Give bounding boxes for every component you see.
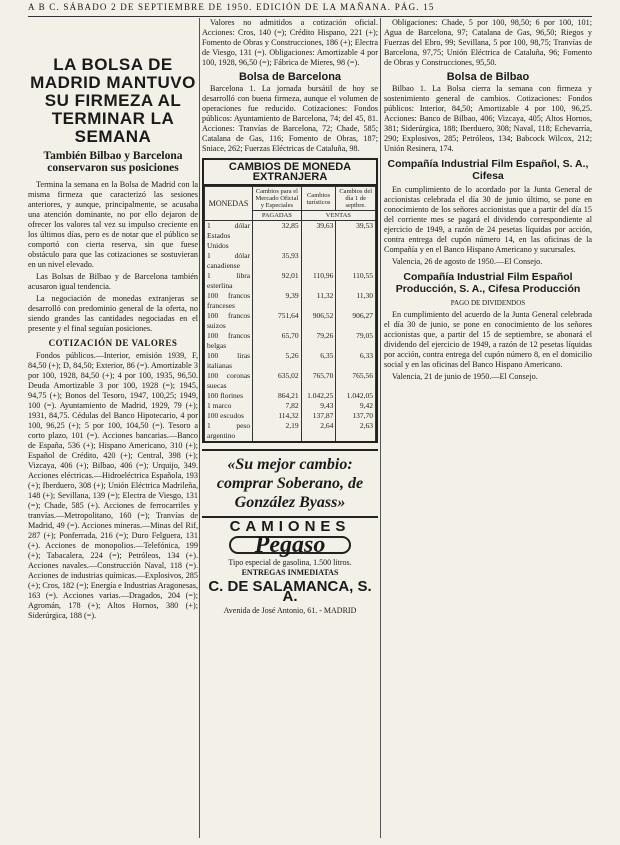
ad-slogan: «Su mejor cambio: comprar Soberano, de González Byass»	[216, 456, 364, 511]
table-row	[205, 411, 376, 421]
day-rate: 79,05	[336, 331, 376, 351]
day-rate: 137,70	[336, 411, 376, 421]
tourist-rate: 9,43	[301, 401, 336, 411]
column-rule	[199, 18, 200, 838]
currency-name: 1 dólar canadiense	[205, 251, 253, 271]
column-subheader: VENTAS	[301, 211, 375, 221]
currency-name: 100 florines	[205, 391, 253, 401]
pegaso-logo: Pegaso	[229, 536, 352, 554]
official-rate: 864,21	[253, 391, 302, 401]
tourist-rate	[301, 251, 336, 271]
article-paragraph: La negociación de monedas extranjeras se desarrolló con predominio general de la oferta, no siendo grandes las cantidades negociadas en el presente y el final seguían posiciones.	[28, 294, 198, 333]
company-notice-signature: Valencia, 26 de agosto de 1950.—El Consejo.	[392, 257, 543, 266]
column-subheader: PAGADAS	[253, 211, 302, 221]
day-rate: 765,56	[336, 371, 376, 391]
currency-name: 100 francos belgas	[205, 331, 253, 351]
table-row	[205, 331, 376, 351]
barcelona-obligations: Obligaciones: Chade, 5 por 100, 98,50; 6 por 100, 101; Agua de Barcelona, 97; Catalana de Gas, 96,50; Riegos y Fuerzas del Ebro, 99; Sevillana, 5 por 100, 98,75; Tranvías de Barcelona, 97,75; Unión Eléctrica de Cataluña, 96; Fomento de Obras y Construcciones, 95,50.	[384, 18, 592, 67]
currency-name: 100 francos suizos	[205, 311, 253, 331]
day-rate: 110,55	[336, 271, 376, 291]
ad-address: Avenida de José Antonio, 61. - MADRID	[223, 606, 357, 615]
ad-dealer: C. DE SALAMANCA, S. A.	[208, 578, 372, 605]
column-header: Cambios para el Mercado Oficial y Especiales	[253, 187, 302, 211]
day-rate	[336, 251, 376, 271]
tourist-rate: 2,64	[301, 421, 336, 441]
day-rate: 39,53	[336, 221, 376, 252]
company-notice-text: En cumplimiento de lo acordado por la Junta General de accionistas celebrada el día 30 de junio último, se pone en conocimiento de los señores accionistas que a partir del día 15 del corriente mes se pagará el dividendo correspondiente al ejercicio de 1949, a razón de 24 pesetas líquidas por acción, contra entrega del cupón número 14, en las oficinas de la Compañía y en el Banco Hispano Americano y sucursales.	[384, 185, 592, 254]
ad-brand: CAMIONES	[229, 518, 351, 535]
company-notice-signature: Valencia, 21 de junio de 1950.—El Consejo.	[392, 372, 538, 381]
company-notice-heading: Compañía Industrial Film Español Producción, S. A., Cifesa Producción	[395, 271, 581, 295]
ad-delivery: ENTREGAS INMEDIATAS	[241, 568, 339, 577]
official-rate: 32,85	[253, 221, 302, 252]
tourist-rate: 11,32	[301, 291, 336, 311]
exchange-rates-box	[202, 158, 378, 443]
column-markets	[28, 18, 198, 840]
day-rate: 11,30	[336, 291, 376, 311]
article-paragraph: Las Bolsas de Bilbao y de Barcelona también acusaron igual tendencia.	[28, 272, 198, 291]
subheadline: También Bilbao y Barcelona conservaron sus posiciones	[43, 150, 183, 174]
exchange-rates-title: CAMBIOS DE MONEDA EXTRANJERA	[204, 160, 376, 186]
bilbao-report: Bilbao 1. La Bolsa cierra la semana con firmeza y sostenimiento general de cambios. Cotizaciones: Fondos públicos: Interior, 84,50; Amortizable 4 por 100, 96,25. Acciones: Banco de Bilbao, 406; Vizcaya, 405; Altos Hornos, 381; Siderúrgica, 188; Iberduero, 308; Naval, 118; Echevarría, 290; Explosivos, 285; Petróleos, 134; Babcock Wilcox, 212; Unión Resinera, 174.	[384, 84, 592, 153]
table-row	[205, 271, 376, 291]
tourist-rate: 1.042,25	[301, 391, 336, 401]
advertisement	[202, 449, 378, 616]
official-rate: 751,64	[253, 311, 302, 331]
day-rate: 2,63	[336, 421, 376, 441]
company-notice-heading: Compañía Industrial Film Español, S. A., Cifesa	[387, 158, 589, 182]
table-row	[205, 371, 376, 391]
day-rate: 6,33	[336, 351, 376, 371]
tourist-rate: 39,63	[301, 221, 336, 252]
currency-name: 100 liras italianas	[205, 351, 253, 371]
official-rate: 2,19	[253, 421, 302, 441]
table-row	[205, 311, 376, 331]
official-rate: 5,26	[253, 351, 302, 371]
currency-name: 100 escudos	[205, 411, 253, 421]
tourist-rate: 6,35	[301, 351, 336, 371]
unlisted-values: Valores no admitidos a cotización oficial. Acciones: Cros, 140 (=); Crédito Hispano, 221 (+); Fomento de Obras y Construcciones, 186 (+); Electra de Viesgo, 131 (=). Obligaciones: Amortizable 4 por 100, 1928, 96,50 (=); Fábrica de Mieres, 98 (=).	[202, 18, 378, 67]
currency-name: 100 francos franceses	[205, 291, 253, 311]
tourist-rate: 906,52	[301, 311, 336, 331]
table-row	[205, 251, 376, 271]
currency-name: 1 peso argentino	[205, 421, 253, 441]
official-rate: 92,01	[253, 271, 302, 291]
ad-spec: Tipo especial de gasolina, 1.500 litros.	[228, 558, 352, 567]
table-row	[205, 391, 376, 401]
exchange-rates-table	[204, 186, 376, 441]
tourist-rate: 137,87	[301, 411, 336, 421]
table-row	[205, 401, 376, 411]
currency-name: 1 marco	[205, 401, 253, 411]
column-header: Cambios turísticos	[301, 187, 336, 211]
currency-name: 1 dólar Estados Unidos	[205, 221, 253, 252]
barcelona-heading: Bolsa de Barcelona	[238, 71, 342, 83]
table-row	[205, 291, 376, 311]
table-row	[205, 351, 376, 371]
tourist-rate: 765,70	[301, 371, 336, 391]
column-right	[384, 18, 592, 840]
barcelona-report: Barcelona 1. La jornada bursátil de hoy se desarrolló con buena firmeza, aunque el volumen de operaciones fue reducido. Cotizaciones: Fondos públicos: Ayuntamiento de Barcelona, 74; del 45, 81. Acciones: Tranvías de Barcelona, 72; Chade, 585; Catalana de Gas, 116; Fomento de Obras, 187; Sniace, 262; Fuerzas Eléctricas de Cataluña, 98.	[202, 84, 378, 153]
article-paragraph: Termina la semana en la Bolsa de Madrid con la misma firmeza que caracterizó las sesiones anteriores, y aunque, principalmente, se acusaba una atención dominante, no por ello dejaron de ofrecer los valores tal vez su impulso creciente en los últimos días, pero es de notar que el público se comportó con cierta reserva, sin que fuese obstáculo para que las cotizaciones se sostuvieran en un nivel elevado.	[28, 180, 198, 269]
column-rule	[380, 18, 381, 838]
currency-name: 1 libra esterlina	[205, 271, 253, 291]
company-notice-text: En cumplimiento del acuerdo de la Junta General celebrada el día 30 de junio, se pone en conocimiento de los señores accionistas que, a partir del 15 de septiembre, se abonará el dividendo del ejercicio de 1949, a razón de 12 pesetas líquidas por acción, contra entrega del cupón número 8, en el domicilio social y en las oficinas del Banco Hispano Americano.	[384, 310, 592, 369]
running-head: A B C. SÁBADO 2 DE SEPTIEMBRE DE 1950. EDICIÓN DE LA MAÑANA. PÁG. 15	[28, 2, 592, 17]
day-rate: 1.042,05	[336, 391, 376, 401]
official-rate: 7,82	[253, 401, 302, 411]
bilbao-heading: Bolsa de Bilbao	[446, 71, 530, 83]
official-rate: 114,32	[253, 411, 302, 421]
tourist-rate: 110,96	[301, 271, 336, 291]
day-rate: 906,27	[336, 311, 376, 331]
stock-listing: Fondos públicos.—Interior, emisión 1939, F, 84,50 (+); D, 84,50; Exterior, 86 (=). Amortizable 3 por 100, 1928, 84,50 (+); 4 por 100, 1935, 96,50. Deuda Amortizable 3 por 100, 1928 (=); 1945, 94,75 (+); Bonos del Tesoro, 1947, 100,25; 1949, 100 (=). Ayuntamiento de Madrid, 1929, 79 (+); 1931, 84,75. Cédulas del Banco Hipotecario, 4 por 100, 96,25 (+); 5 por 100, 104,50 (=). Tesoro a corto plazo, 101 (=). Acciones bancarias.—Banco de España, 536 (+); Hispano Americano, 310 (+); Español de Crédito, 420 (+); Central, 398 (+); Vizcaya, 406 (+); Bilbao, 406 (=); Urquijo, 349. Acciones eléctricas.—Hidroeléctrica Española, 193 (+); Iberduero, 308 (+); Unión Eléctrica Madrileña, 148 (+); Sevillana, 139 (=); Electra de Viesgo, 131 (=); Chade, 585 (+). Acciones de ferrocarriles y tranvías.—Metropolitano, 160 (=); Tranvías de Madrid, 49 (=). Acciones mineras.—Minas del Rif, 287 (+); Ponferrada, 216 (=); Duro Felguera, 131 (+). Acciones de monopolios.—Telefónica, 199 (+); Tabacalera, 224 (=); Petróleos, 134 (+). Acciones navales.—Construcción Naval, 118 (=). Acciones de industrias químicas.—Explosivos, 285 (+); Cros, 182 (=); Energía e Industrias Aragonesas, 163 (=). Acciones varias.—Dragados, 204 (=); Agromán, 178 (+); Altos Hornos, 380 (+); Siderúrgica, 188 (=).	[28, 351, 198, 620]
column-center	[202, 18, 378, 840]
currency-name: 100 coronas suecas	[205, 371, 253, 391]
table-row	[205, 221, 376, 252]
official-rate: 35,93	[253, 251, 302, 271]
section-title: COTIZACIÓN DE VALORES	[48, 338, 178, 348]
official-rate: 65,70	[253, 331, 302, 351]
tourist-rate: 79,26	[301, 331, 336, 351]
column-header: Cambios del día 1 de septbre.	[336, 187, 376, 211]
day-rate: 9,42	[336, 401, 376, 411]
official-rate: 635,02	[253, 371, 302, 391]
table-row	[205, 421, 376, 441]
official-rate: 9,39	[253, 291, 302, 311]
column-header: MONEDAS	[205, 187, 253, 221]
dividend-label: PAGO DE DIVIDENDOS	[450, 299, 526, 307]
headline: LA BOLSA DE MADRID MANTUVO SU FIRMEZA AL TERMINAR LA SEMANA	[30, 55, 196, 146]
